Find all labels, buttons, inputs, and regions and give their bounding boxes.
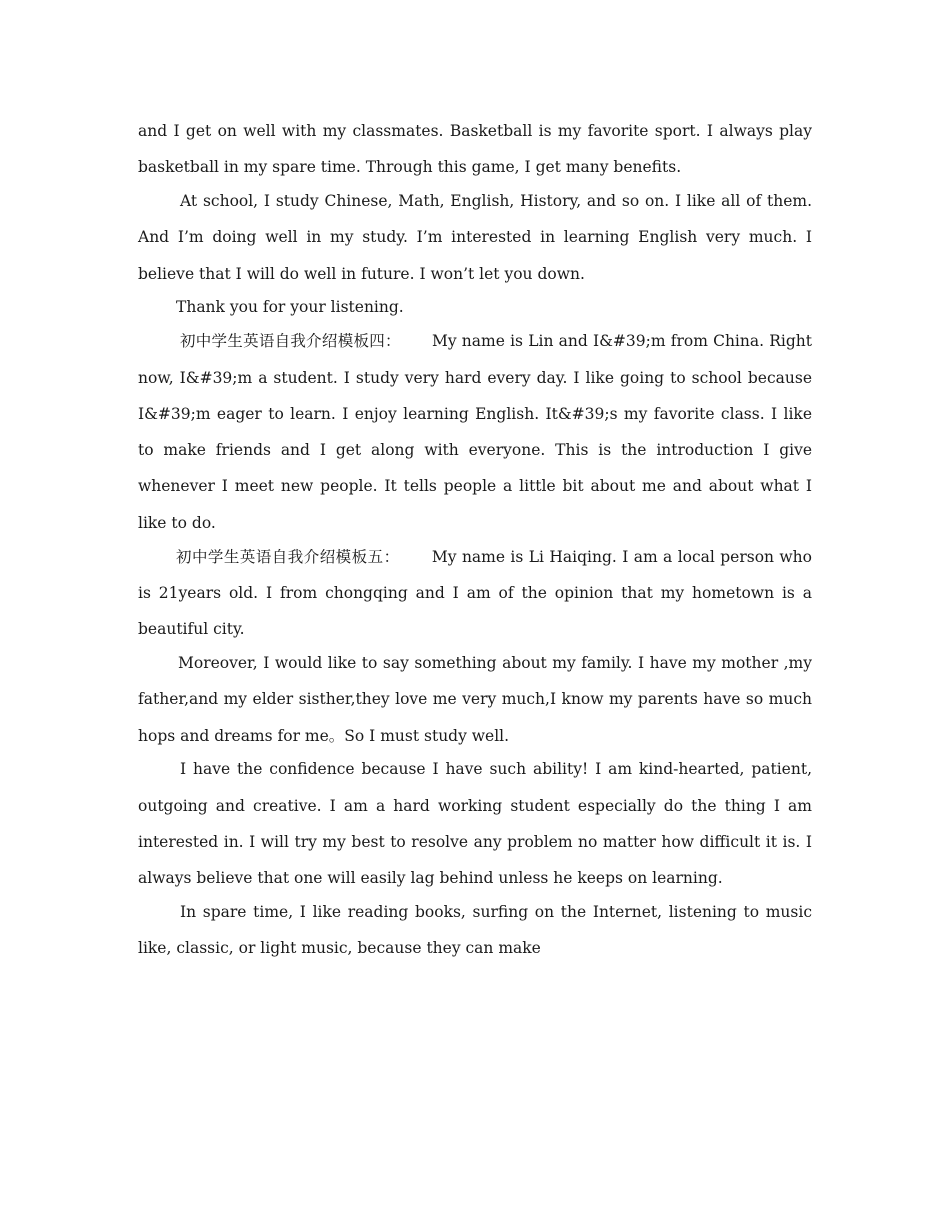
paragraph-text: Thank you for your listening.	[176, 298, 404, 317]
paragraph-school-subjects	[138, 183, 812, 292]
paragraph-basketball	[138, 113, 812, 186]
paragraph-text: My name is Li Haiqing. I am a local person who is 21years old. I from chongqing and I am of the opinion that my hometown is a beautiful city.	[138, 547, 812, 639]
heading-gap	[401, 332, 432, 350]
template-five-heading: 初中学生英语自我介绍模板五：	[176, 547, 400, 566]
paragraph-text: At school, I study Chinese, Math, English, History, and so on. I like all of them. And I’m doing well in my study. I’m interested in learning English very much. I believe that I will do well in future. I won’t let you down.	[138, 192, 812, 283]
heading-gap	[400, 548, 432, 566]
paragraph-template-five	[138, 539, 812, 648]
paragraph-template-four	[138, 323, 812, 541]
paragraph-text: Moreover, I would like to say something about my family. I have my mother ,my father,and my elder sisther,they love me very much,I know my parents have so much hops and dreams for me。So I must study well.	[138, 653, 812, 745]
paragraph-text: In spare time, I like reading books, surfing on the Internet, listening to music like, classic, or light music, because they can make	[138, 903, 812, 958]
paragraph-spare-time	[138, 894, 812, 967]
paragraph-thank-you	[138, 289, 812, 325]
paragraph-family	[138, 645, 812, 754]
template-four-heading: 初中学生英语自我介绍模板四：	[180, 332, 401, 351]
document-page	[138, 113, 812, 964]
paragraph-confidence	[138, 751, 812, 896]
paragraph-text: I have the confidence because I have such ability! I am kind-hearted, patient, outgoing and creative. I am a hard working student especially do the thing I am interested in. I will try my best to resolve any problem no matter how difficult it is. I always believe that one will easily lag behind unless he keeps on learning.	[138, 760, 812, 888]
paragraph-text: My name is Lin and I&#39;m from China. Right now, I&#39;m a student. I study very hard every day. I like going to school because I&#39;m eager to learn. I enjoy learning English. It&#39;s my favorite class. I like to make friends and I get along with everyone. This is the introduction I give whenever I meet new people. It tells people a little bit about me and about what I like to do.	[138, 332, 812, 532]
paragraph-text: and I get on well with my classmates. Basketball is my favorite sport. I always play basketball in my spare time. Through this game, I get many benefits.	[138, 122, 812, 177]
